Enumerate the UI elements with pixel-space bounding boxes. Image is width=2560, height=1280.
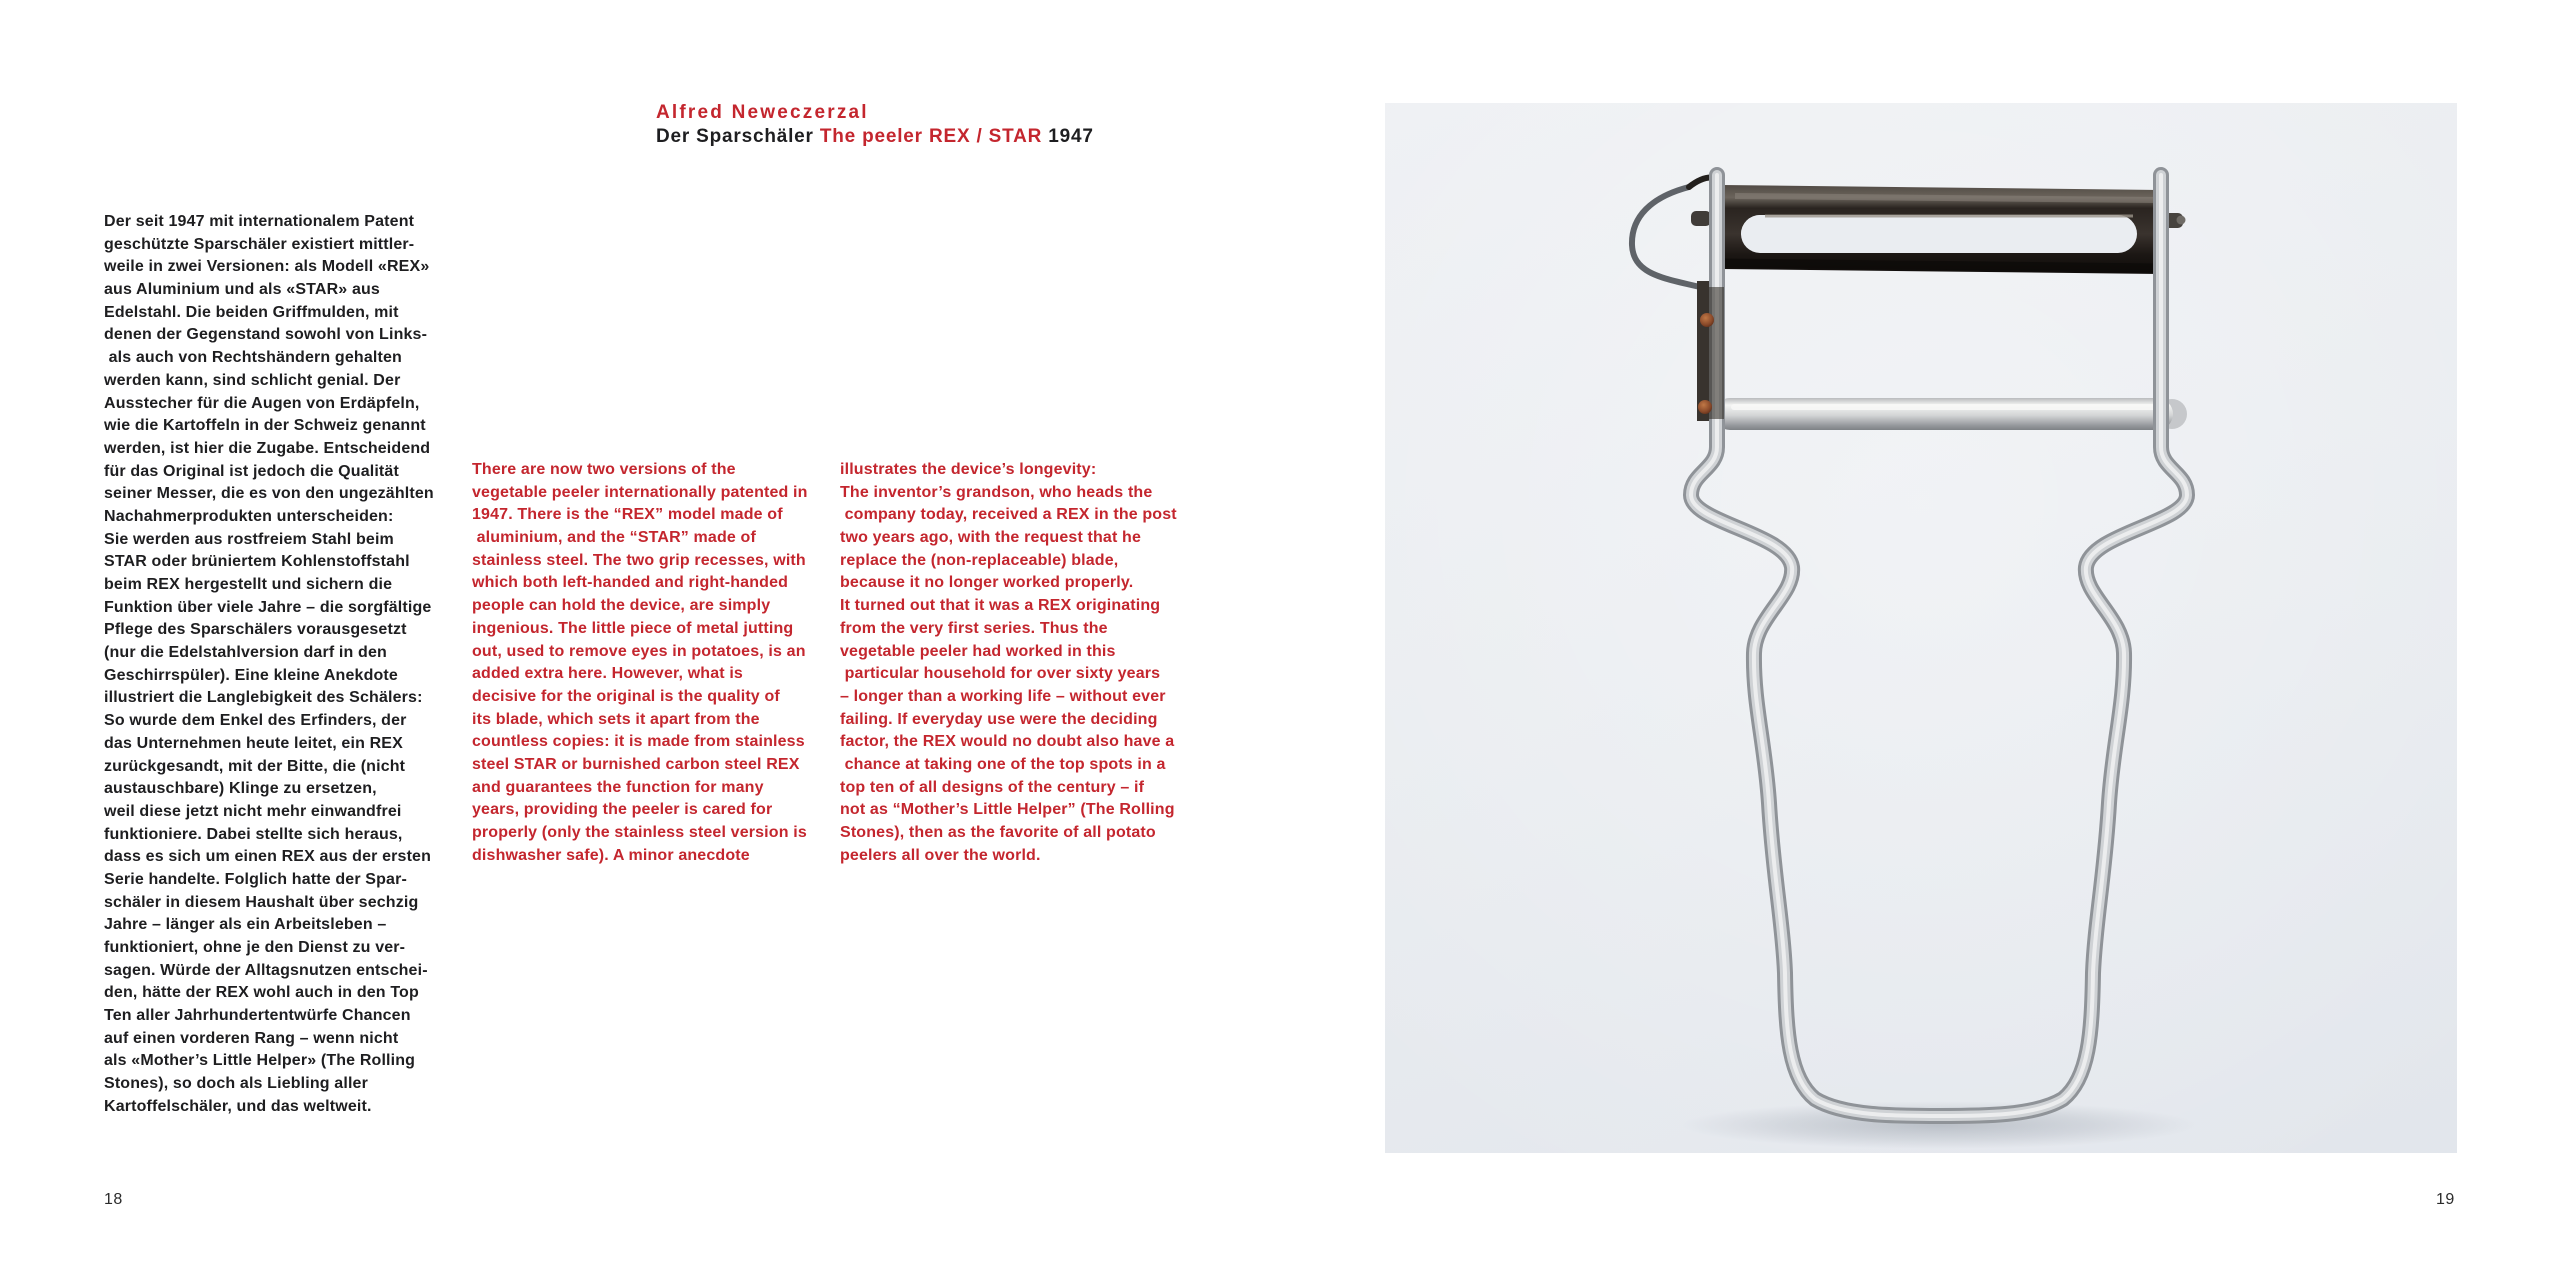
peeler-photo xyxy=(1385,103,2457,1153)
text-line: top ten of all designs of the century – if xyxy=(840,778,1145,796)
text-line: funktioniere. Dabei stellte sich heraus, xyxy=(104,825,403,843)
text-line: Serie handelte. Folglich hatte der Spar- xyxy=(104,870,407,888)
text-line: weile in zwei Versionen: als Modell «REX» xyxy=(104,258,430,276)
text-line: Kartoffelschäler, und das weltweit. xyxy=(104,1097,372,1115)
pivot-pin-right-tip xyxy=(2177,216,2186,225)
title-german: Der Sparschäler xyxy=(656,125,820,147)
text-line: Sie werden aus rostfreiem Stahl beim xyxy=(104,530,394,548)
text-line: people can hold the device, are simply xyxy=(472,597,771,615)
text-line: its blade, which sets it apart from the xyxy=(472,710,760,728)
text-line: werden kann, sind schlicht genial. Der xyxy=(104,371,401,389)
german-column xyxy=(104,211,484,1119)
text-line: Jahre – länger als ein Arbeitsleben – xyxy=(104,916,387,934)
text-line: STAR oder brüniertem Kohlenstoffstahl xyxy=(104,553,410,571)
text-line: illustrates the device’s longevity: xyxy=(840,461,1097,478)
title-english: The peeler REX / STAR xyxy=(819,125,1049,147)
title-line xyxy=(656,125,1094,149)
text-line: added extra here. However, what is xyxy=(472,665,743,683)
text-line: Der seit 1947 mit internationalem Patent xyxy=(104,213,415,230)
text-line: seiner Messer, die es von den ungezählten xyxy=(104,485,434,503)
pivot-pin-left xyxy=(1691,211,1711,226)
text-line: werden, ist hier die Zugabe. Entscheidend xyxy=(104,439,431,457)
text-line: decisive for the original is the quality of xyxy=(472,687,780,705)
blade-top-sheen xyxy=(1735,196,2157,200)
text-line: years, providing the peeler is cared for xyxy=(472,801,773,819)
crossbar xyxy=(1714,398,2173,430)
text-line: two years ago, with the request that he xyxy=(840,529,1142,547)
text-line: auf einen vorderen Rang – wenn nicht xyxy=(104,1029,399,1047)
text-line: stainless steel. The two grip recesses, with xyxy=(472,551,806,569)
text-line: chance at taking one of the top spots in a xyxy=(840,755,1166,773)
text-line: dass es sich um einen REX aus der ersten xyxy=(104,848,432,866)
text-line: There are now two versions of the xyxy=(472,461,736,478)
text-line: Pflege des Sparschälers vorausgesetzt xyxy=(104,621,407,639)
text-line: peelers all over the world. xyxy=(840,846,1041,864)
english-column-1 xyxy=(472,459,838,867)
english-column-2 xyxy=(840,459,1206,867)
text-line: and guarantees the function for many xyxy=(472,778,764,796)
text-line: schäler in diesem Haushalt über sechzig xyxy=(104,893,419,911)
text-line: beim REX hergestellt und sichern die xyxy=(104,576,393,593)
blade-lower-shadow xyxy=(1725,263,2163,268)
text-line: The inventor’s grandson, who heads the xyxy=(840,483,1153,501)
text-line: dishwasher safe). A minor anecdote xyxy=(472,846,750,864)
text-line: denen der Gegenstand sowohl von Links- xyxy=(104,326,428,344)
text-line: (nur die Edelstahlversion darf in den xyxy=(104,644,387,662)
text-line: Stones), then as the favorite of all potato xyxy=(840,824,1156,841)
rivet-lower xyxy=(1698,400,1712,414)
text-line: steel STAR or burnished carbon steel REX xyxy=(472,755,800,773)
text-line: Funktion über viele Jahre – die sorgfältige xyxy=(104,598,432,616)
left-arm-dark-tint xyxy=(1709,287,1724,419)
text-line: austauschbare) Klinge zu ersetzen, xyxy=(104,780,377,798)
text-line: das Unternehmen heute leitet, ein REX xyxy=(104,734,403,752)
peeler-illustration xyxy=(1385,103,2457,1153)
header xyxy=(656,101,1094,148)
text-line: sagen. Würde der Alltagsnutzen entschei- xyxy=(104,961,428,979)
text-line: So wurde dem Enkel des Erfinders, der xyxy=(104,712,407,730)
text-line: 1947. There is the “REX” model made of xyxy=(472,506,783,524)
text-line: Ten aller Jahrhundertentwürfe Chancen xyxy=(104,1007,411,1025)
text-line: out, used to remove eyes in potatoes, is an xyxy=(472,642,806,660)
text-line: countless copies: it is made from stainless xyxy=(472,733,805,751)
text-line: which both left-handed and right-handed xyxy=(472,574,789,592)
text-line: from the very first series. Thus the xyxy=(840,619,1108,637)
text-line: als auch von Rechtshändern gehalten xyxy=(104,349,402,367)
text-line: funktioniert, ohne je den Dienst zu ver- xyxy=(104,939,406,956)
text-line: vegetable peeler internationally patented in xyxy=(472,483,808,501)
text-line: vegetable peeler had worked in this xyxy=(840,642,1116,660)
text-line: für das Original ist jedoch die Qualität xyxy=(104,462,399,480)
text-line: properly (only the stainless steel version is xyxy=(472,824,807,841)
text-line: zurückgesandt, mit der Bitte, die (nicht xyxy=(104,757,406,775)
page-number-right: 19 xyxy=(2436,1191,2455,1208)
text-line: factor, the REX would no doubt also have a xyxy=(840,733,1175,751)
text-line: weil diese jetzt nicht mehr einwandfrei xyxy=(104,802,402,820)
text-line: aluminium, and the “STAR” made of xyxy=(472,529,756,547)
text-line: wie die Kartoffeln in der Schweiz genannt xyxy=(104,417,426,435)
title-year: 1947 xyxy=(1048,125,1094,147)
text-line: als «Mother’s Little Helper» (The Rolling xyxy=(104,1052,416,1070)
blade-slot xyxy=(1741,215,2137,253)
text-line: not as “Mother’s Little Helper” (The Rolling xyxy=(840,801,1175,819)
text-line: aus Aluminium und als «STAR» aus xyxy=(104,281,380,299)
text-line: failing. If everyday use were the deciding xyxy=(840,710,1158,728)
text-line: illustriert die Langlebigkeit des Schälers: xyxy=(104,689,423,707)
text-line: Nachahmerprodukten unterscheiden: xyxy=(104,507,394,525)
text-line: den, hätte der REX wohl auch in den Top xyxy=(104,984,419,1002)
text-line: Geschirrspüler). Eine kleine Anekdote xyxy=(104,666,398,684)
text-line: Stones), so doch als Liebling aller xyxy=(104,1075,368,1093)
text-line: ingenious. The little piece of metal jutting xyxy=(472,619,794,637)
page-number-left: 18 xyxy=(104,1191,123,1208)
text-line: – longer than a working life – without ever xyxy=(840,687,1166,705)
crossbar-highlight xyxy=(1731,404,2157,410)
text-line: Edelstahl. Die beiden Griffmulden, mit xyxy=(104,303,399,321)
text-line: replace the (non-replaceable) blade, xyxy=(840,551,1119,569)
author-name: Alfred Neweczerzal xyxy=(656,102,869,123)
rivet-upper xyxy=(1700,313,1714,327)
text-line: company today, received a REX in the post xyxy=(840,506,1177,524)
text-line: geschützte Sparschäler existiert mittler- xyxy=(104,235,415,253)
text-line: Ausstecher für die Augen von Erdäpfeln, xyxy=(104,394,420,412)
text-line: It turned out that it was a REX originating xyxy=(840,597,1161,615)
text-line: because it no longer worked properly. xyxy=(840,574,1134,592)
text-line: particular household for over sixty years xyxy=(840,665,1161,683)
